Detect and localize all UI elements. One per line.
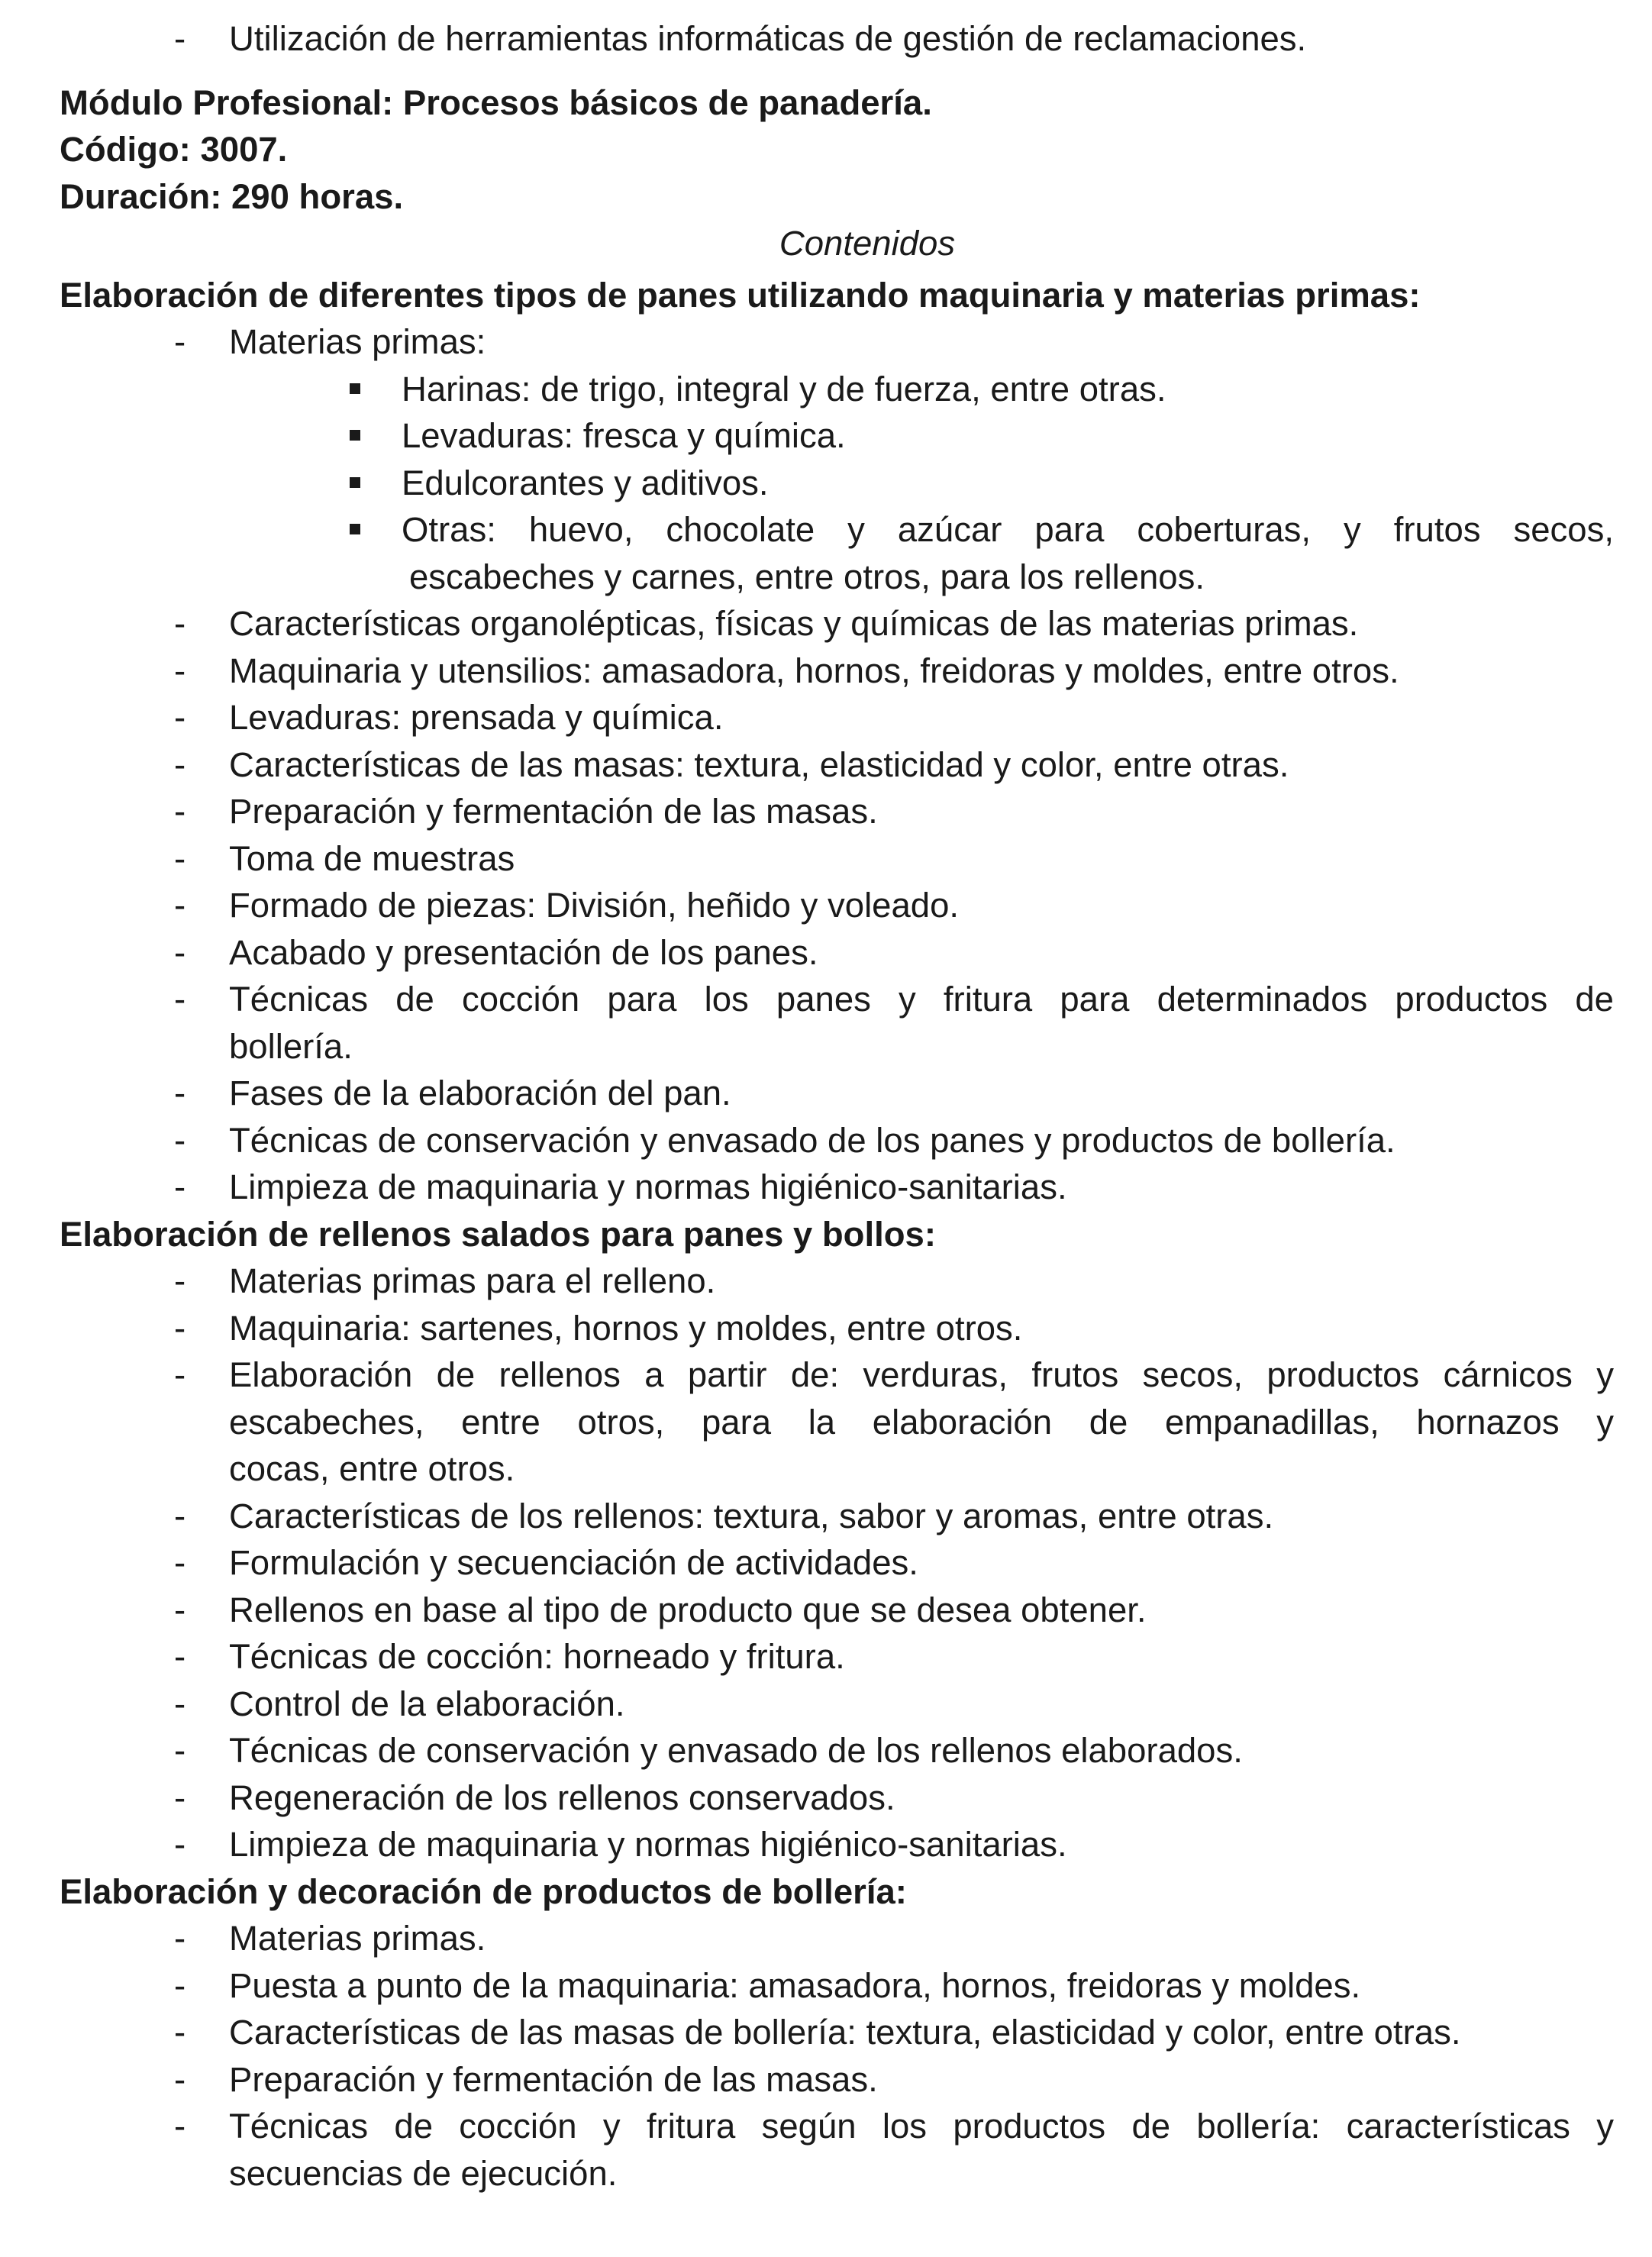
list-item: - Rellenos en base al tipo de producto que se desea obtener. <box>174 1590 1147 1629</box>
square-bullet-icon <box>350 477 360 488</box>
list-item: - Formado de piezas: División, heñido y voleado. <box>174 886 960 925</box>
list-item: - Técnicas de cocción y fritura según los productos de bollería: características y secuencias de ejecución. <box>174 2107 1614 2193</box>
list-item: - Utilización de herramientas informáticas de gestión de reclamaciones. <box>174 19 1307 58</box>
list-item: - Toma de muestras <box>174 838 515 878</box>
list-item: - Características de las masas de bollería: textura, elasticidad y color, entre otras. <box>174 2013 1461 2052</box>
list-item: - Características de las masas: textura, elasticidad y color, entre otras. <box>174 744 1289 784</box>
sub-list-item: Edulcorantes y aditivos. <box>60 460 1614 507</box>
list-item: - Maquinaria y utensilios: amasadora, hornos, freidoras y moldes, entre otros. <box>174 651 1399 690</box>
list-item: - Limpieza de maquinaria y normas higiénico-sanitarias. <box>174 1825 1067 1864</box>
list-item: - Técnicas de conservación y envasado de los panes y productos de bollería. <box>174 1120 1395 1160</box>
list-item: - Materias primas: <box>174 322 486 361</box>
list-item: - Materias primas. <box>174 1919 486 1958</box>
section-heading: Elaboración de diferentes tipos de panes utilizando maquinaria y materias primas: <box>60 275 1421 315</box>
contents-heading: Contenidos <box>779 224 956 263</box>
list-item: - Fases de la elaboración del pan. <box>174 1074 731 1112</box>
list-item: - Técnicas de cocción para los panes y fritura para determinados productos de bollería. <box>174 980 1614 1066</box>
module-title: Módulo Profesional: Procesos básicos de panadería. <box>60 82 932 122</box>
module-code: Código: 3007. <box>60 130 288 169</box>
document-page <box>60 15 1614 2197</box>
list-item: - Limpieza de maquinaria y normas higiénico-sanitarias. <box>174 1167 1067 1206</box>
module-duration: Duración: 290 horas. <box>60 176 404 216</box>
square-bullet-icon <box>350 383 360 394</box>
section-heading: Elaboración de rellenos salados para panes y bollos: <box>60 1214 936 1254</box>
list-item: - Control de la elaboración. <box>174 1684 625 1723</box>
section-heading: Elaboración y decoración de productos de bollería: <box>60 1871 907 1911</box>
list-item: - Puesta a punto de la maquinaria: amasadora, hornos, freidoras y moldes. <box>174 1965 1361 2005</box>
list-item: - Materias primas para el relleno. <box>174 1261 716 1300</box>
square-bullet-icon <box>350 524 360 534</box>
list-item: - Técnicas de cocción: horneado y fritura. <box>174 1637 845 1676</box>
square-bullet-icon <box>350 430 360 441</box>
list-item: - Maquinaria: sartenes, hornos y moldes, entre otros. <box>174 1308 1023 1348</box>
list-item: - Regeneración de los rellenos conservados. <box>174 1778 895 1817</box>
list-item: - Formulación y secuenciación de actividades. <box>174 1543 918 1582</box>
list-item: - Preparación y fermentación de las masas. <box>174 2059 878 2099</box>
list-item: - Características organolépticas, físicas y químicas de las materias primas. <box>174 604 1359 643</box>
sub-list-item: Otras: huevo, chocolate y azúcar para coberturas, y frutos secos, escabeches y carnes, entre otros, para los rellenos. <box>60 506 1614 600</box>
list-item: - Técnicas de conservación y envasado de los rellenos elaborados. <box>174 1731 1243 1770</box>
list-item: - Elaboración de rellenos a partir de: verduras, frutos secos, productos cárnicos y escabeches, entre otros, para la elaboración de empanadillas, hornazos y cocas, entre otros. <box>174 1355 1614 1488</box>
list-item: - Características de los rellenos: textura, sabor y aromas, entre otras. <box>174 1496 1274 1535</box>
list-item: - Acabado y presentación de los panes. <box>174 932 818 972</box>
sub-list-item: Levaduras: fresca y química. <box>60 412 1614 460</box>
list-item: - Levaduras: prensada y química. <box>174 698 724 737</box>
sub-list-item: Harinas: de trigo, integral y de fuerza, entre otras. <box>60 366 1614 413</box>
list-item: - Preparación y fermentación de las masas. <box>174 792 878 831</box>
